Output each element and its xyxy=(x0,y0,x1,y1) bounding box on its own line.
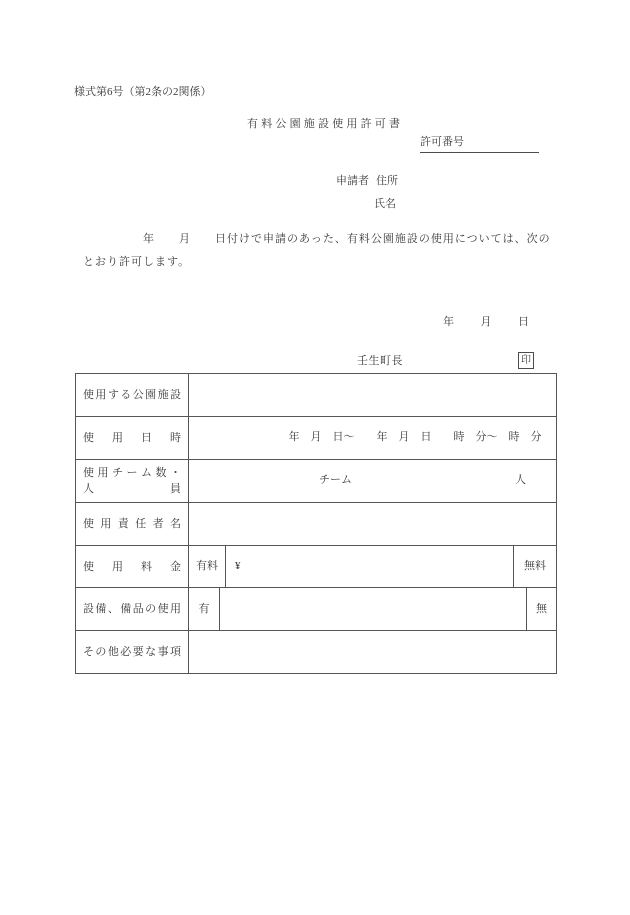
datetime-value-cell xyxy=(189,417,556,459)
seal-box xyxy=(518,352,534,369)
facility-value-cell xyxy=(189,374,556,416)
row-label-manager: 使用責任者名 xyxy=(76,503,189,545)
equipment-detail-cell xyxy=(220,588,527,630)
form-number: 様式第6号（第2条の2関係） xyxy=(74,86,212,98)
row-label-datetime: 使用日時 xyxy=(76,417,189,459)
row-label-equipment: 設備、備品の使用 xyxy=(76,588,189,630)
manager-value-cell xyxy=(189,503,556,545)
table-row-other xyxy=(76,631,556,673)
yen-symbol: ¥ xyxy=(235,559,241,572)
table-row-equipment xyxy=(76,588,556,631)
issue-date-line: 年 月 日 xyxy=(443,316,531,328)
body-paragraph-line2: とおり許可します。 xyxy=(83,256,191,268)
row-label-other: その他必要な事項 xyxy=(76,631,189,673)
equipment-has-cell: 有 xyxy=(189,588,220,630)
document-title: 有料公園施設使用許可書 xyxy=(247,118,404,130)
team-unit-label: チーム xyxy=(319,474,352,487)
applicant-name-label: 氏名 xyxy=(374,198,396,211)
other-value-cell xyxy=(189,631,556,673)
row-label-teams: 使用チーム数・ 人員 xyxy=(76,460,189,502)
person-unit-label: 人 xyxy=(515,474,526,487)
fee-free-cell: 無料 xyxy=(524,559,546,572)
fee-value-cell xyxy=(189,546,556,588)
table-row-teams xyxy=(76,460,556,503)
mayor-signature-label: 壬生町長 xyxy=(357,355,403,367)
table-row-facility xyxy=(76,374,556,417)
equipment-none-cell: 無 xyxy=(536,602,547,615)
applicant-block xyxy=(336,175,398,211)
table-row-fee xyxy=(76,546,556,589)
permit-number-field xyxy=(420,136,539,153)
seal-character: 印 xyxy=(521,354,531,366)
permit-number-label: 許可番号 xyxy=(420,136,464,148)
table-row-datetime xyxy=(76,417,556,460)
teams-value-cell xyxy=(189,460,556,502)
body-paragraph-line1: 年 月 日付けで申請のあった、有料公園施設の使用については、次の xyxy=(143,233,551,245)
fee-amount-cell xyxy=(226,546,514,588)
datetime-placeholder-text: 年 月 日～ 年 月 日 時 分～ 時 分 xyxy=(288,431,542,444)
applicant-label: 申請者 xyxy=(336,175,369,187)
table-row-manager xyxy=(76,503,556,546)
applicant-address-label: 住所 xyxy=(376,175,398,187)
applicant-line xyxy=(336,175,398,188)
permit-details-table xyxy=(75,373,557,674)
row-label-fee: 使用料金 xyxy=(76,546,189,588)
equipment-value-cell xyxy=(189,588,556,630)
fee-paid-cell: 有料 xyxy=(189,546,226,588)
row-label-facility: 使用する公園施設 xyxy=(76,374,189,416)
